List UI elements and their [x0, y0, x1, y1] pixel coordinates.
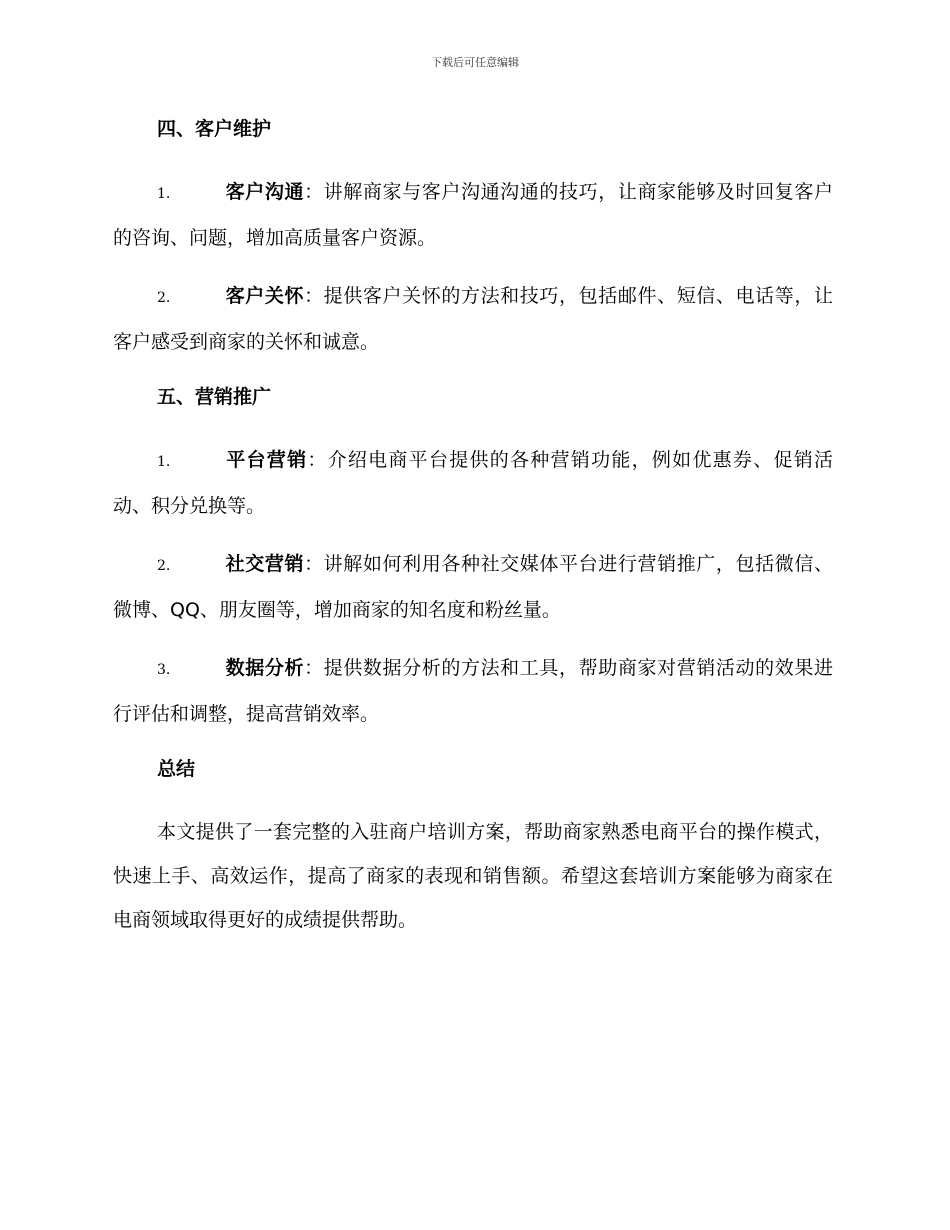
page-header: 下载后可任意编辑	[431, 56, 519, 69]
section-heading: 五、营销推广	[157, 386, 272, 408]
item-term: 客户关怀	[225, 285, 305, 307]
summary-paragraph: 本文提供了一套完整的入驻商户培训方案，帮助商家熟悉电商平台的操作模式，快速上手、高效运作，提高了商家的表现和销售额。希望这套培训方案能够为商家在电商领域取得更好的成绩提供帮助。	[113, 821, 833, 931]
section-customer-maintenance	[113, 110, 833, 364]
item-number: 2.	[157, 290, 171, 306]
list-item	[113, 170, 833, 260]
list-item	[113, 646, 833, 736]
item-number: 1.	[157, 186, 171, 202]
item-text: ：讲解如何利用各种社交媒体平台进行营销推广，包括微信、微博、QQ、朋友圈等，增加商家的知名度和粉丝量。	[113, 553, 833, 621]
document-body	[113, 110, 833, 942]
item-text: ：提供客户关怀的方法和技巧，包括邮件、短信、电话等，让客户感受到商家的关怀和诚意。	[113, 285, 833, 353]
item-term: 社交营销	[225, 553, 305, 575]
list-item	[113, 542, 833, 632]
list-item	[113, 274, 833, 364]
item-term: 数据分析	[225, 657, 305, 679]
section-heading: 四、客户维护	[157, 118, 272, 140]
item-number: 3.	[157, 662, 171, 678]
item-number: 2.	[157, 558, 171, 574]
item-text: ：介绍电商平台提供的各种营销功能，例如优惠券、促销活动、积分兑换等。	[113, 449, 833, 517]
summary-heading: 总结	[157, 758, 196, 780]
list-item	[113, 438, 833, 528]
section-marketing-promotion	[113, 378, 833, 736]
item-term: 客户沟通	[225, 181, 305, 203]
section-summary	[113, 750, 833, 942]
item-term: 平台营销	[225, 449, 308, 471]
item-text: ：讲解商家与客户沟通沟通的技巧，让商家能够及时回复客户的咨询、问题，增加高质量客户资源。	[113, 181, 833, 249]
item-text: ：提供数据分析的方法和工具，帮助商家对营销活动的效果进行评估和调整，提高营销效率。	[113, 657, 833, 725]
item-number: 1.	[157, 454, 171, 470]
